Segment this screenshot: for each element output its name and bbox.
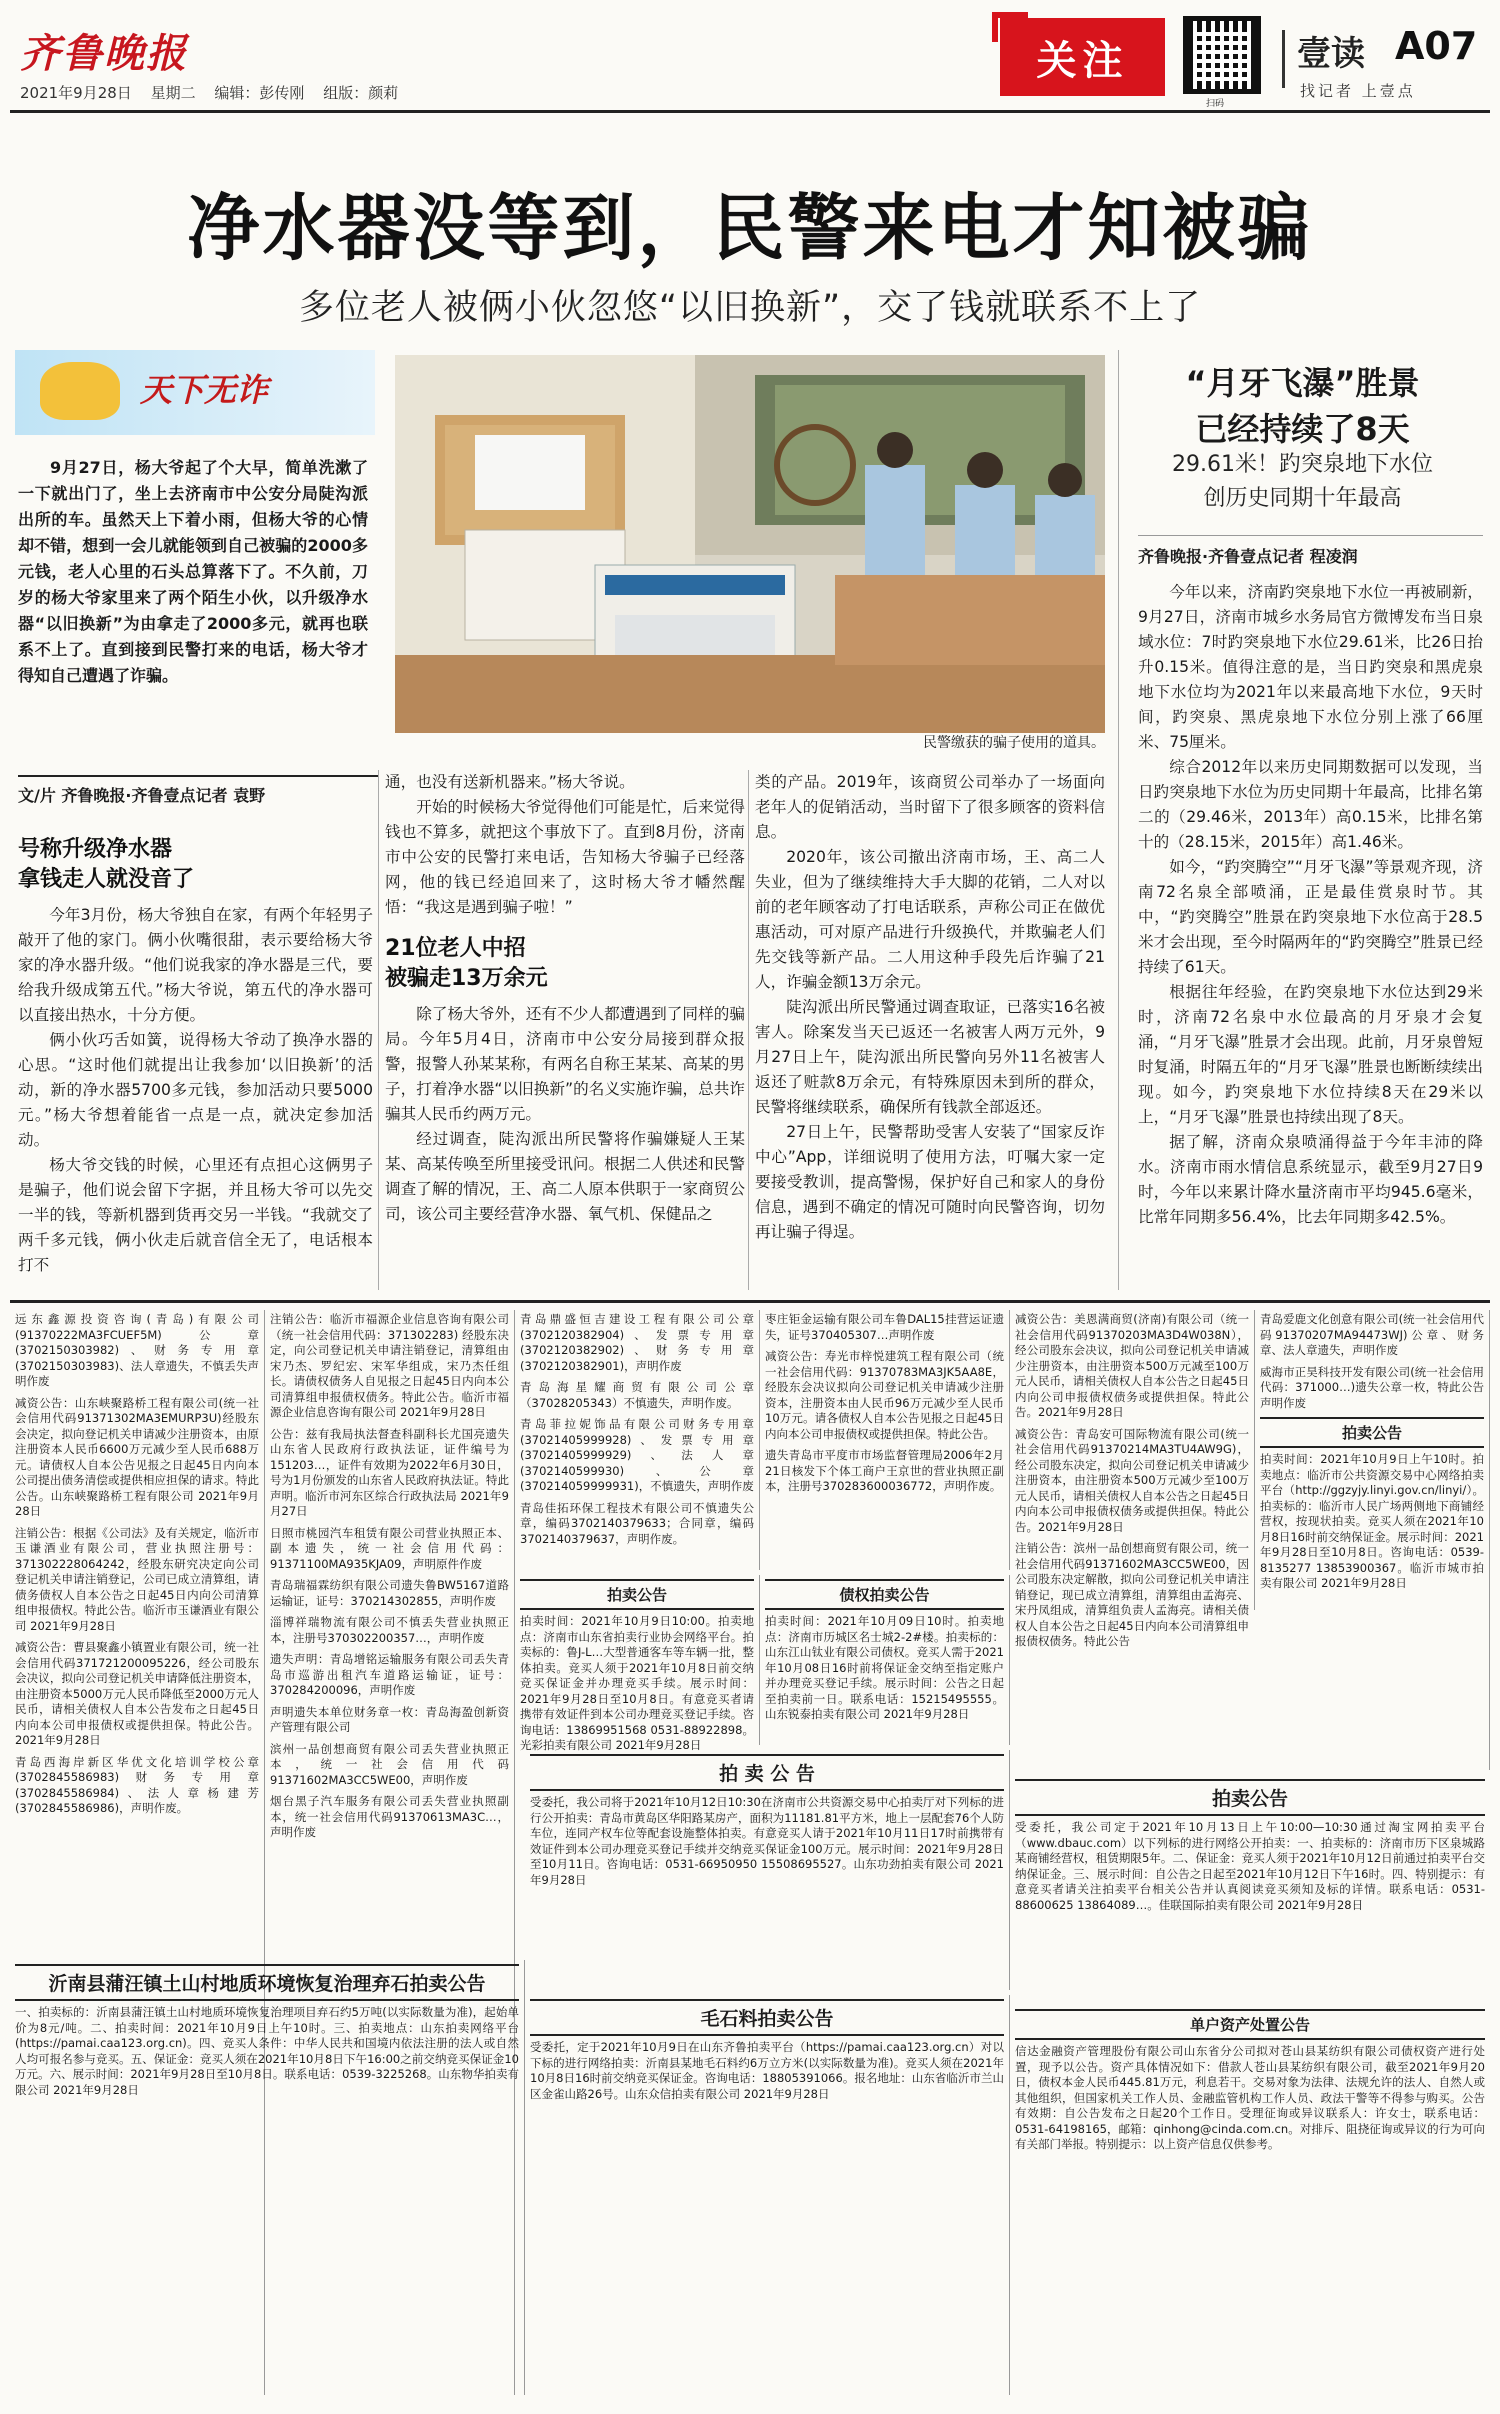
classified-ad: 青岛鼎盛恒吉建设工程有限公司公章(3702120382904)、发票专用章(3702120382902)、财务专用章(3702120382901)，声明作废 <box>520 1312 754 1373</box>
main-headline: 净水器没等到，民警来电才知被骗 <box>187 186 1313 270</box>
photo-illustration <box>395 355 1105 733</box>
side-subheadline: 29.61米！趵突泉地下水位 创历史同期十年最高 <box>1172 452 1433 511</box>
ads-column-6 <box>1255 1310 1490 1770</box>
photo-caption: 民警缴获的骗子使用的道具。 <box>923 735 1105 751</box>
qr-caption: 扫码 <box>1206 99 1225 109</box>
classified-ad: 枣庄钜金运输有限公司车鲁DAL15挂营运证遗失，证号370405307…声明作废 <box>765 1312 1004 1342</box>
classified-ad: 公告：兹有我局执法督查科副科长尤国亮遗失山东省人民政府行政执法证，证件编号为151203…，证件有效期为2022年6月30日，号为1月份颁发的山东省人民政府执法证。特此声明。临沂市河东区综合行政执法局 2021年9月27日 <box>270 1426 509 1518</box>
auction-notice: 一、拍卖标的：沂南县蒲汪镇土山村地质环境恢复治理项目弃石约5万吨(以实际数量为准)，起始单价为8元/吨。二、拍卖时间：2021年10月9日上午10时。三、拍卖地点：山东拍卖网络平台(https://pamai.caa123.org.cn)。四、竞买人条件：中华人民共和国境内依法注册的法人或自然人均可报名参与竞买。五、保证金：竞买人须在2021年10月8日下午16:00之前交纳竞买保证金10万元。六、展示时间：2021年9月28日至10月8日。联系电话：0539-3225268。山东物华拍卖有限公司 2021年9月28日 <box>15 2005 519 2097</box>
classified-ad: 注销公告：根据《公司法》及有关规定，临沂市玉谦酒业有限公司，营业执照注册号：371302228064242，经股东研究决定向公司登记机关申请注销登记，公司已成立清算组，请债务债权人自本公告之日起45日内向公司清算组申报债权。特此公告。临沂市玉谦酒业有限公司 2021年9月28日 <box>15 1525 259 1633</box>
editor-credit: 编辑：彭传刚 <box>214 84 305 102</box>
classified-ad: 滨州一品创想商贸有限公司丢失营业执照正本，统一社会信用代码91371602MA3CC5WE00，声明作废 <box>270 1741 509 1787</box>
auction-box-6 <box>1010 1775 1490 2000</box>
side-story-body <box>1138 580 1483 1230</box>
news-photo <box>395 355 1105 733</box>
classified-ad: 远东鑫源投资咨询(青岛)有限公司(91370222MA3FCUEF5M)公章(3702150303982)、财务专用章(3702150303983)、法人章遗失，不慎丢失声明作废 <box>15 1312 259 1388</box>
auction-title: 沂南县蒲汪镇土山村地质环境恢复治理弃石拍卖公告 <box>15 1964 519 2001</box>
side-byline: 齐鲁晚报·齐鲁壹点记者 程凌润 <box>1138 535 1483 567</box>
auction-title: 拍卖公告 <box>1260 1417 1484 1448</box>
auction-title: 拍卖公告 <box>1015 1779 1485 1816</box>
paragraph: 开始的时候杨大爷觉得他们可能是忙，后来觉得钱也不算多，就把这个事放下了。直到8月份，济南市中公安的民警打来电话，告知杨大爷骗子已经落网，他的钱已经追回来了，这时杨大爷才幡然醒悟：“我这是遇到骗子啦！” <box>385 798 745 916</box>
classified-ad: 青岛海星耀商贸有限公司公章（37028205343）不慎遗失，声明作废。 <box>520 1380 754 1410</box>
issue-weekday: 星期二 <box>150 84 196 102</box>
story-column-2 <box>385 770 745 1227</box>
top-rule <box>10 110 1490 113</box>
auction-title: 拍卖公告 <box>520 1579 754 1610</box>
classified-ad: 青岛佳拓环保工程技术有限公司不慎遗失公章，编码3702140379633；合同章，编码3702140379637，声明作废。 <box>520 1500 754 1546</box>
paragraph: 陡沟派出所民警通过调查取证，已落实16名被害人。除案发当天已返还一名被害人两万元外，9月27日上午，陡沟派出所民警向另外11名被害人返还了赃款8万余元，有特殊原因未到所的群众，民警将继续联系，确保所有钱款全部返还。 <box>755 998 1105 1116</box>
story-byline: 文/片 齐鲁晚报·齐鲁壹点记者 袁野 <box>18 775 378 806</box>
ads-column-5 <box>1010 1310 1255 1648</box>
section-heading: 21位老人中招 被骗走13万余元 <box>385 936 548 991</box>
paragraph: 2020年，该公司撤出济南市场，王、高二人失业，但为了继续维持大手大脚的花销，二人对以前的老年顾客动了打电话联系，声称公司正在做优惠活动，可对原产品进行升级换代，并欺骗老人们先交钱等新产品。二人用这种手段先后诈骗了21人，诈骗金额13万余元。 <box>755 848 1105 991</box>
auction-notice: 受委托，我公司定于2021年10月13日上午10:00—10:30通过淘宝网拍卖平台（www.dbauc.com）以下列标的进行网络公开拍卖：一、拍卖标的：济南市历下区泉城路某商铺经营权，租赁期限5年。二、保证金：竞买人须于2021年10月12日前通过拍卖平台交纳保证金。三、展示时间：自公告之日起至2021年10月12日下午16时。四、特别提示：有意竞买者请关注拍卖平台相关公告并认真阅读竞买须知及标的详情。联系电话：0531-88600625 13864089…。佳联国际拍卖有限公司 2021年9月28日 <box>1015 1820 1485 1912</box>
auction-title: 拍 卖 公 告 <box>530 1754 1004 1791</box>
ads-column-4 <box>760 1310 1010 1570</box>
ads-rule <box>10 1300 1490 1303</box>
classified-ad: 减资公告：曹县聚鑫小镇置业有限公司，统一社会信用代码371721200095226，经公司股东会决议，拟向公司登记机关申请降低注册资本，由注册资本5000万元人民币降低至2000万元人民币，请相关债权人自本公告发布之日起45日内向本公司申报债权或提供担保。特此公告。2021年9月28日 <box>15 1640 259 1747</box>
classified-ad: 青岛爱鹿文化创意有限公司(统一社会信用代码91370207MA94473WJ)公章、财务章、法人章遗失，声明作废 <box>1260 1312 1484 1357</box>
classified-ad: 青岛西海岸新区华优文化培训学校公章(3702845586983)财务专用章(3702845586984)、法人章杨建芳(3702845586986)，声明作废。 <box>15 1754 259 1815</box>
notice-box <box>1010 2005 1490 2395</box>
section-tag: 关注 <box>1000 18 1165 96</box>
auction-notice: 受委托，我公司将于2021年10月12日10:30在济南市公共资源交易中心拍卖厅对下列标的进行公开拍卖：青岛市黄岛区华阳路某房产，面积为11181.81平方米，地上一层配套76个人防车位，连同产权车位等配套设施整体拍卖。有意竞买人请于2021年10月11日17时前携带有效证件到本公司办理竞买登记手续并交纳竞买保证金100万元。展示时间：2021年9月28日至10月11日。咨询电话：0531-66950950 15508695527。山东功劲拍卖有限公司 2021年9月28日 <box>530 1795 1004 1887</box>
divider <box>1282 30 1285 88</box>
paragraph: 27日上午，民警帮助受害人安装了“国家反诈中心”App，详细说明了使用方法，叮嘱大家一定要接受教训，提高警惕，保护好自己和家人的身份信息，遇到不确定的情况可随时向民警咨询，切勿再让骗子得逞。 <box>755 1123 1105 1241</box>
section-heading: 号称升级净水器 拿钱走人就没音了 <box>18 837 195 892</box>
classified-ad: 注销公告：滨州一品创想商贸有限公司，统一社会信用代码91371602MA3CC5WE00，因公司股东决定解散，拟向公司登记机关申请注销登记，现已成立清算组，清算组由孟海亮、宋丹凤组成，清算组负责人孟海亮。请相关债权人自本公告之日起45日内向本公司清算组申报债权债务。特此公告 <box>1015 1541 1249 1648</box>
paragraph: 综合2012年以来历史同期数据可以发现，当日趵突泉地下水位为历史同期十年最高，比排名第二的（29.46米，2013年）高0.15米，比排名第十的（28.15米，2015年）高1.46米。 <box>1138 758 1483 851</box>
column-divider <box>1118 350 1119 1290</box>
lead-paragraph: 9月27日，杨大爷起了个大早，简单洗漱了一下就出门了，坐上去济南市中公安分局陡沟派出所的车。虽然天上下着小雨，但杨大爷的心情却不错，想到一会儿就能领到自己被骗的2000多元钱，老人心里的石头总算落下了。不久前，刀岁的杨大爷家里来了两个陌生小伙，以升级净水器“以旧换新”为由拿走了2000多元，就再也联系不上了。直到接到民警打来的电话，杨大爷才得知自己遭遇了诈骗。 <box>18 458 368 685</box>
newspaper-logo: 齐鲁晚报 <box>20 30 188 77</box>
auction-notice: 拍卖时间：2021年10月9日上午10时。拍卖地点：临沂市公共资源交易中心网络拍卖平台（http://ggzyjy.linyi.gov.cn/linyi/）。拍卖标的：临沂市人民广场两侧地下商铺经营权，按现状拍卖。竞买人须在2021年10月8日16时前交纳保证金。展示时间：2021年9月28日至10月8日。咨询电话：0539-8135277 13853900367。临沂市城市拍卖有限公司 2021年9月28日 <box>1260 1452 1484 1590</box>
side-headline: “月牙飞瀑”胜景 已经持续了8天 <box>1185 364 1420 448</box>
paragraph: 类的产品。2019年，该商贸公司举办了一场面向老年人的促销活动，当时留下了很多顾客的资料信息。 <box>755 773 1105 841</box>
classified-ad: 减资公告：青岛安可国际物流有限公司(统一社会信用代码91370214MA3TU4AW9G)，经公司股东决定，拟向公司登记机关申请减少注册资本，由注册资本500万元减少至100万元人民币，请相关债权人自本公告之日起45日内向本公司申报债权债务或提供担保。特此公告。2021年9月28日 <box>1015 1426 1249 1534</box>
classified-ad: 声明遗失本单位财务章一枚：青岛海盈创新资产管理有限公司 <box>270 1704 509 1734</box>
auction-notice: 受委托，定于2021年10月9日在山东齐鲁拍卖平台（https://pamai.caa123.org.cn）对以下标的进行网络拍卖：沂南县某地毛石料约6万立方米(以实际数量为准)。竞买人须在2021年10月8日16时前交纳竞买保证金。咨询电话：18805391066。报名地址：山东省临沂市兰山区金雀山路26号。山东众信拍卖有限公司 2021年9月28日 <box>530 2040 1004 2101</box>
auction-notice: 拍卖时间：2021年10月09日10时。拍卖地点：济南市历城区名士城2-2#楼。拍卖标的：山东江山钛业有限公司债权。竞买人需于2021年10月08日16时前将保证金交纳至指定账户并办理竞买登记手续。展示时间：公告之日起至拍卖前一日。联系电话：15215495555。山东锐泰拍卖有限公司 2021年9月28日 <box>765 1614 1004 1721</box>
notice-title: 单户资产处置公告 <box>1015 2009 1485 2040</box>
issue-date: 2021年9月28日 <box>20 84 132 102</box>
story-column-3 <box>755 770 1105 1245</box>
auction-title: 债权拍卖公告 <box>765 1579 1004 1610</box>
ads-column-3 <box>515 1310 760 1570</box>
column-divider <box>748 770 749 1290</box>
paragraph: 经过调查，陡沟派出所民警将作骗嫌疑人王某某、高某传唤至所里接受讯问。根据二人供述和民警调查了解的情况，王、高二人原本供职于一家商贸公司，该公司主要经营净水器、氧气机、保健品之 <box>385 1130 745 1223</box>
section-name: 壹读 <box>1297 34 1365 74</box>
classified-ad: 遗失声明：青岛增铭运输服务有限公司丢失青岛市巡游出租汽车道路运输证，证号：370284200096，声明作废 <box>270 1652 509 1697</box>
money-bag-icon <box>40 362 120 420</box>
editors-line: 找记者 上壹点 <box>1300 82 1416 100</box>
qr-code-icon[interactable] <box>1183 16 1261 94</box>
story-column-1 <box>18 835 373 1278</box>
masthead <box>0 0 1500 110</box>
asset-notice: 信达金融资产管理股份有限公司山东省分公司拟对苍山县某纺织有限公司债权资产进行处置，现予以公告。资产具体情况如下：借款人苍山县某纺织有限公司，截至2021年9月20日，债权本金人民币445.81万元，利息若干。交易对象为法律、法规允许的法人、自然人或其他组织，但国家机关工作人员、金融监管机构工作人员、政法干警等不得参与购买。公告有效期：自公告发布之日起20个工作日。受理征询或异议联系人：许女士，联系电话：0531-64198165，邮箱：qinhong@cinda.com.cn。对排斥、阻挠征询或异议的行为可向有关部门举报。特别提示：以上资产信息仅供参考。 <box>1015 2044 1485 2151</box>
paragraph: 杨大爷交钱的时候，心里还有点担心这俩男子是骗子，他们说会留下字据，并且杨大爷可以先交一半的钱，等新机器到货再交另一半钱。“我就交了两千多元钱，俩小伙走后就音信全无了，电话根本打不 <box>18 1156 373 1274</box>
auction-box-2 <box>760 1575 1010 1745</box>
auction-box-5 <box>525 1995 1010 2395</box>
paragraph: 通，也没有送新机器来。”杨大爷说。 <box>385 773 635 791</box>
column-divider <box>378 770 379 1290</box>
paragraph: 如今，“趵突腾空”“月牙飞瀑”等景观齐现，济南72名泉全部喷涌，正是最佳赏泉时节。其中，“趵突腾空”胜景在趵突泉地下水位高于28.5米才会出现，至今时隔两年的“趵突腾空”胜景已经持续了61天。 <box>1138 858 1483 976</box>
classified-ad: 减资公告：美恩满商贸(济南)有限公司（统一社会信用代码91370203MA3D4W038N），经公司股东会决议，拟向公司登记机关申请减少注册资本，由注册资本500万元减至100万元人民币，请相关债权人自本公告之日起45日内向公司申报债权债务或提供担保。特此公告。2021年9月28日 <box>1015 1312 1249 1419</box>
classified-ad: 减资公告：寿光市梓悦建筑工程有限公司（统一社会信用代码：91370783MA3JK5AA8E，经股东会决议拟向公司登记机关申请减少注册资本，注册资本由人民币96万元减少至人民币10万元。请各债权人自本公告见报之日起45日内向本公司申报债权或提供担保。特此公告。 <box>765 1349 1004 1441</box>
classified-ad: 减资公告：山东峡聚路桥工程有限公司(统一社会信用代码91371302MA3EMURP3U)经股东会决定，拟向登记机关申请减少注册资本，由原注册资本人民币6600万元减少至人民币688万元。请债权人自本公告见报之日起45日内向本公司提出债务清偿或提供相应担保的请求。特此公告。山东峡聚路桥工程有限公司 2021年9月28日 <box>15 1395 259 1518</box>
classified-ad: 青岛瑞福霖纺织有限公司遗失鲁BW5167道路运输证，证号：370214302855，声明作废 <box>270 1578 509 1608</box>
dateline <box>20 82 412 103</box>
paragraph: 根据往年经验，在趵突泉地下水位达到29米时，济南72名泉中水位最高的月牙泉才会复涌，“月牙飞瀑”胜景才会出现。此前，月牙泉曾短时复涌，时隔五年的“月牙飞瀑”胜景也断断续续出现。如今，趵突泉地下水位持续8天在29米以上，“月牙飞瀑”胜景也持续出现了8天。 <box>1138 983 1483 1126</box>
paragraph: 俩小伙巧舌如簧，说得杨大爷动了换净水器的心思。“这时他们就提出让我参加‘以旧换新’的活动，新的净水器5700多元钱，参加活动只要5000元。”杨大爷想着能省一点是一点，就决定参加活动。 <box>18 1031 373 1149</box>
classified-ad: 青岛菲拉妮饰品有限公司财务专用章(37021405999928)、发票专用章(37021405999929)、法人章(3702140599930)、公章(370214059999931)，不慎遗失，声明作废 <box>520 1417 754 1493</box>
auction-box-1 <box>515 1575 760 1752</box>
layout-credit: 组版：颜莉 <box>323 84 399 102</box>
classified-ad: 威海市正昊科技开发有限公司(统一社会信用代码：371000…)遗失公章一枚，特此公告声明作废 <box>1260 1364 1484 1410</box>
page-number: A07 <box>1395 24 1478 68</box>
classified-ad: 淄博祥瑞物流有限公司不慎丢失营业执照正本，注册号370302200357…，声明作废 <box>270 1615 509 1645</box>
classified-ad: 遗失青岛市平度市市场监督管理局2006年2月21日核发下个体工商户王京世的营业执照正副本，注册号370283600036772，声明作废。 <box>765 1448 1004 1493</box>
paragraph: 据了解，济南众泉喷涌得益于今年丰沛的降水。济南市雨水情信息系统显示，截至9月27日9时，今年以来累计降水量济南市平均945.6毫米，比常年同期多56.4%，比去年同期多42.5%。 <box>1138 1133 1483 1226</box>
column-name: 天下无诈 <box>140 371 269 409</box>
auction-notice: 拍卖时间：2021年10月9日10:00。拍卖地点：济南市山东省拍卖行业协会网络平台。拍卖标的：鲁J-L…大型普通客车等车辆一批，整体拍卖。竞买人须于2021年10月8日前交纳竞买保证金并办理竞买手续。展示时间：2021年9月28日至10月8日。有意竞买者请携带有效证件到本公司办理竞买登记手续。咨询电话：13869951568 0531-88922898。光彩拍卖有限公司 2021年9月28日 <box>520 1614 754 1752</box>
auction-title: 毛石料拍卖公告 <box>530 1999 1004 2036</box>
paragraph: 今年3月份，杨大爷独自在家，有两个年轻男子敲开了他的家门。俩小伙嘴很甜，表示要给杨大爷家的净水器升级。“他们说我家的净水器是三代，要给我升级成第五代。”杨大爷说，第五代的净水器可以直接出热水，十分方便。 <box>18 906 373 1024</box>
classified-ad: 烟台黑子汽车服务有限公司丢失营业执照副本，统一社会信用代码91370613MA3C…，声明作废 <box>270 1794 509 1839</box>
classified-ad: 注销公告：临沂市福源企业信息咨询有限公司（统一社会信用代码：371302283) 经股东决定，向公司登记机关申请注销登记，清算组由宋乃杰、罗纪宏、宋军华组成，宋乃杰任组长。请债权债务人自见报之日起45日内向本公司清算组申报债权债务。特此公告。临沂市福源企业信息咨询有限公司 2021年9月28日 <box>270 1312 509 1419</box>
sub-headline: 多位老人被俩小伙忽悠“以旧换新”，交了钱就联系不上了 <box>298 288 1202 328</box>
classified-ad: 日照市桃园汽车租赁有限公司营业执照正本、副本遗失，统一社会信用代码：91371100MA935KJA09，声明原件作废 <box>270 1525 509 1571</box>
auction-box-4 <box>525 1750 1010 1990</box>
auction-box-3 <box>10 1960 525 2395</box>
paragraph: 今年以来，济南趵突泉地下水位一再被刷新，9月27日，济南市城乡水务局官方微博发布当日泉域水位：7时趵突泉地下水位29.61米，比26日抬升0.15米。值得注意的是，当日趵突泉和黑虎泉地下水位均为2021年以来最高地下水位，9天时间，趵突泉、黑虎泉地下水位分别上涨了66厘米、75厘米。 <box>1138 583 1483 751</box>
paragraph: 除了杨大爷外，还有不少人都遭遇到了同样的骗局。今年5月4日，济南市中公安分局接到群众报警，报警人孙某某称，有两名自称王某某、高某的男子，打着净水器“以旧换新”的名义实施诈骗，总共诈骗其人民币约两万元。 <box>385 1005 745 1123</box>
